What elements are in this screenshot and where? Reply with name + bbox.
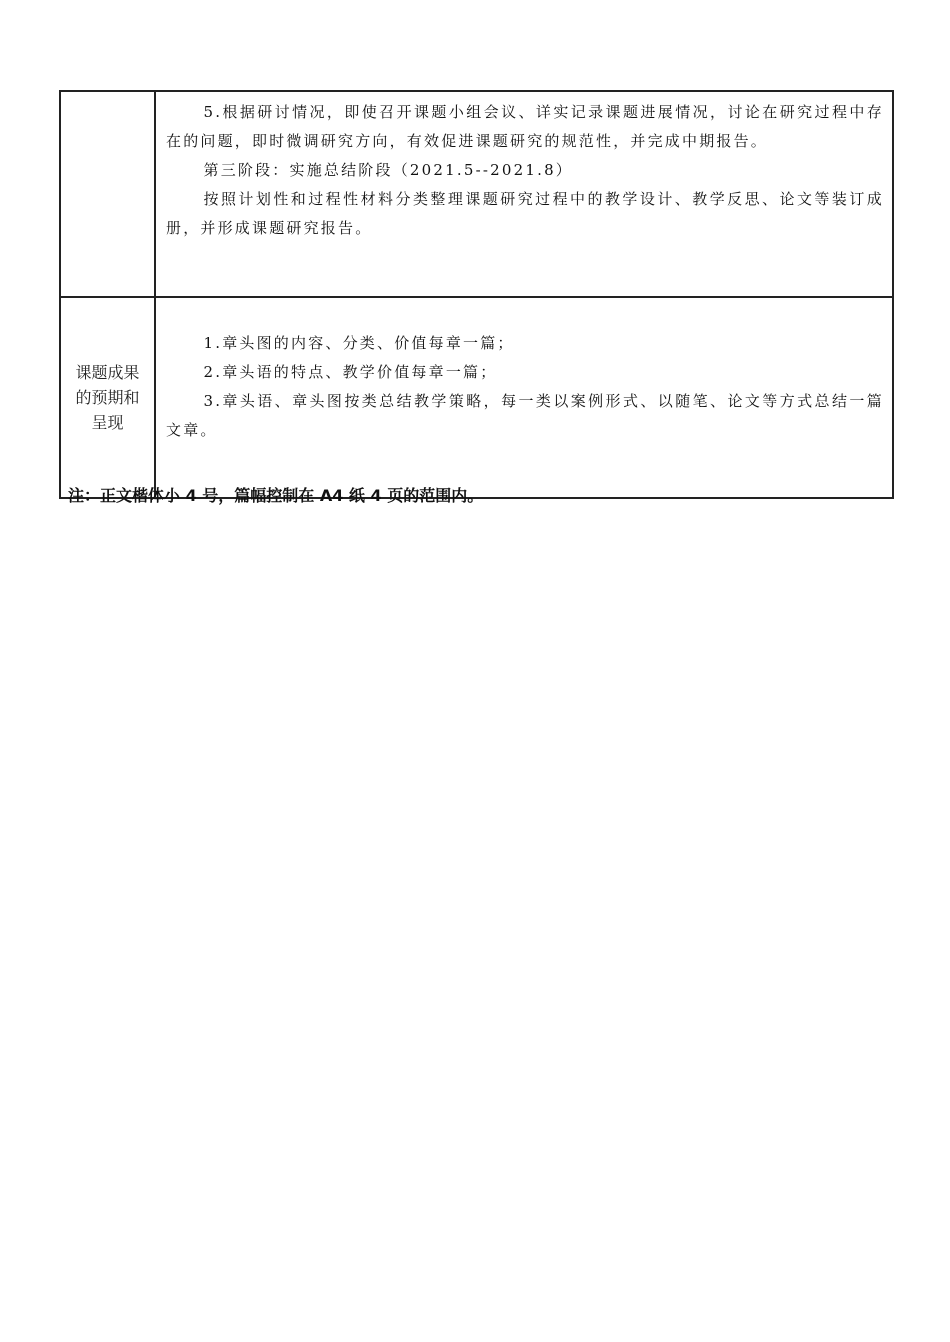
table-row-expected-results (60, 297, 893, 498)
result-item-2: 2.章头语的特点、教学价值每章一篇； (203, 363, 498, 381)
stage-content-cell (155, 91, 893, 297)
label-line-2: 的预期和 (75, 388, 140, 407)
paragraph-stage-three-body: 按照计划性和过程性材料分类整理课题研究过程中的教学设计、教学反思、论文等装订成册，并形成课题研究报告。 (166, 190, 884, 237)
label-line-3: 呈现 (91, 413, 124, 432)
row-label-expected-results (60, 297, 155, 498)
research-plan-table (59, 90, 894, 499)
paragraph-stage-step-5: 5.根据研讨情况，即使召开课题小组会议、详实记录课题进展情况，讨论在研究过程中存在的问题，即时微调研究方向，有效促进课题研究的规范性，并完成中期报告。 (166, 103, 884, 150)
row-label-empty (60, 91, 155, 297)
formatting-note: 注：正文楷体小 4 号，篇幅控制在 A4 纸 4 页的范围内。 (68, 486, 484, 505)
result-item-3: 3.章头语、章头图按类总结教学策略，每一类以案例形式、以随笔、论文等方式总结一篇文章。 (166, 392, 884, 439)
label-line-1: 课题成果 (75, 363, 140, 382)
paragraph-stage-three-heading: 第三阶段：实施总结阶段（2021.5--2021.8） (203, 161, 574, 179)
result-item-1: 1.章头图的内容、分类、价值每章一篇； (203, 334, 515, 352)
results-content-cell (155, 297, 893, 498)
table-row-research-stages (60, 91, 893, 297)
